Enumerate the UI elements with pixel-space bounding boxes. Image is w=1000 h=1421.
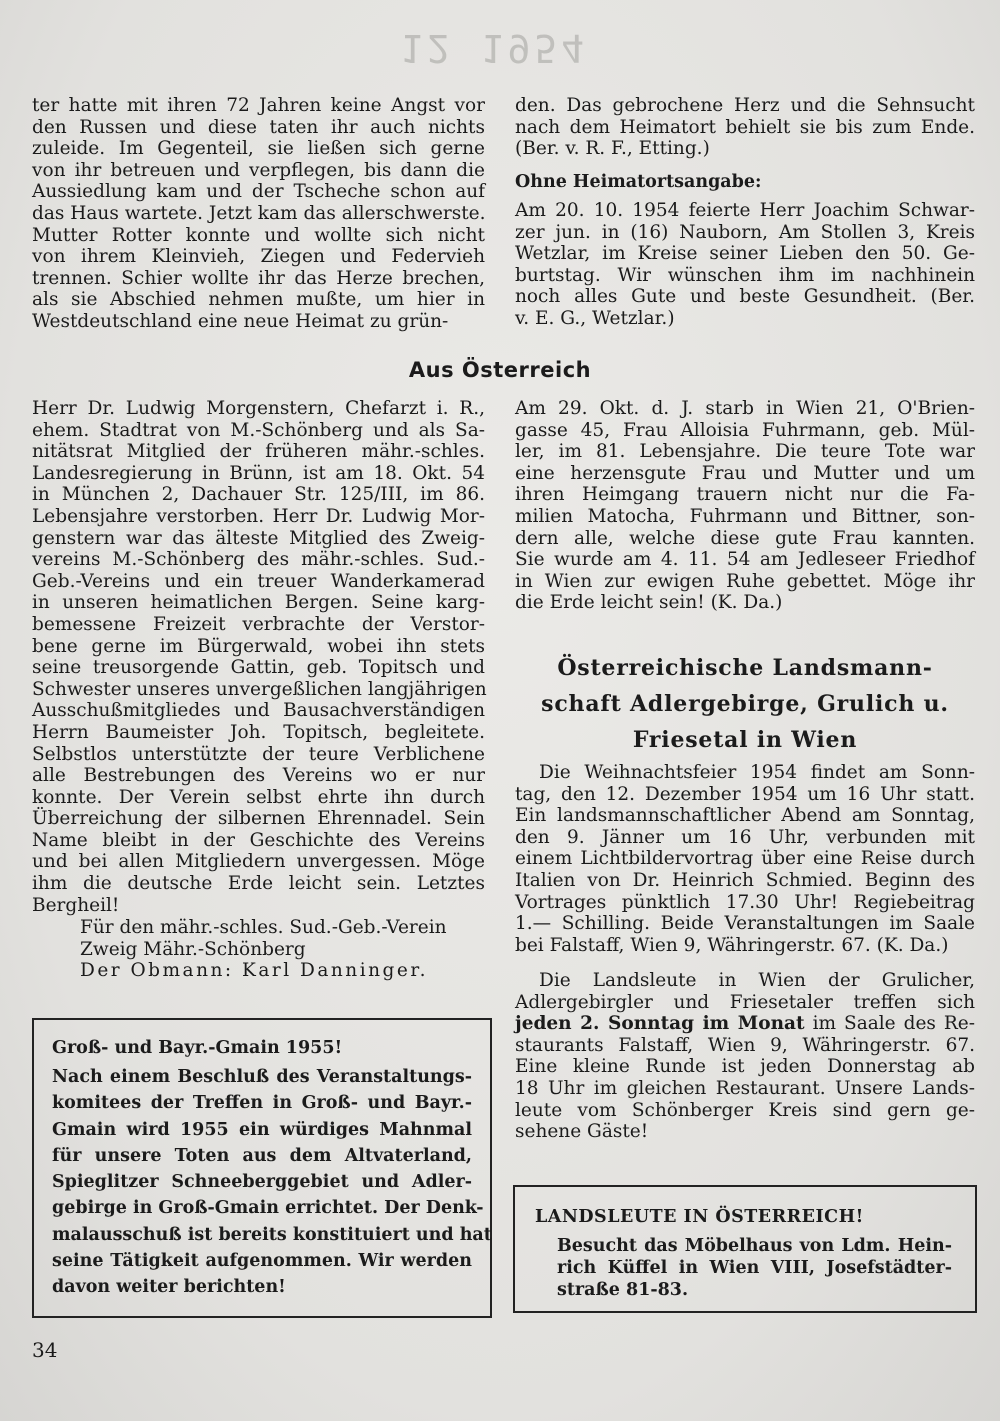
text-line: Am 20. 10. 1954 feierte Herr Joachim Schwar- [515, 200, 975, 221]
text-line: Italien von Dr. Heinrich Schmied. Beginn des [515, 869, 975, 891]
text-line: zer jun. in (16) Nauborn, Am Stollen 3, Kreis [515, 221, 975, 243]
text-line: Name bleibt in der Geschichte des Vereins [32, 829, 485, 851]
text-line: Schwester unseres unvergeßlichen langjährigen [32, 678, 487, 700]
text-line: Eine kleine Runde ist jeden Donnerstag ab [515, 1056, 975, 1078]
text-line: Besucht das Möbelhaus von Ldm. Hein- [557, 1236, 952, 1256]
text-line: Landesregierung in Brünn, ist am 18. Okt. 54 [32, 462, 485, 484]
text-line: das Haus wartete. Jetzt kam das allerschwerste. [32, 202, 486, 224]
text-line: den 9. Jänner um 16 Uhr, verbunden mit [515, 826, 975, 848]
text-line: Zweig Mähr.-Schönberg [80, 938, 306, 960]
text-line: Der Obmann: Karl Danninger. [80, 960, 429, 982]
text-line: davon weiter berichten! [52, 1277, 286, 1298]
page-number: 34 [32, 1338, 58, 1362]
text-line: einem Lichtbildervortrag über eine Reise durch [515, 848, 975, 870]
text-line: eine herzensgute Frau und Mutter und um [515, 462, 975, 484]
text-line: milien Matocha, Fuhrmann und Bittner, son- [515, 505, 975, 527]
text-line: Am 29. Okt. d. J. starb in Wien 21, O'Brien- [515, 398, 975, 419]
text-line: seine Tätigkeit aufgenommen. Wir werden [52, 1251, 472, 1272]
text-line: Überreichung der silbernen Ehrennadel. Sein [32, 808, 485, 830]
text-line: für unsere Toten aus dem Altvaterland, [52, 1145, 472, 1166]
heading-line: Friesetal in Wien [632, 727, 858, 753]
text-line: den. Das gebrochene Herz und die Sehnsucht [515, 95, 975, 116]
text-line: straße 81-83. [557, 1280, 689, 1300]
text: im Saale des Re- [804, 1013, 976, 1035]
text-line: rich Küffel in Wien VIII, Josefstädter- [557, 1258, 952, 1278]
stamp-bleedthrough: 12 1954 [400, 26, 589, 70]
paragraph-fuhrmann [515, 398, 975, 614]
treffen-lines-b [515, 1035, 975, 1143]
text-line: Lebensjahre verstorben. Herr Dr. Ludwig Mor- [32, 505, 485, 527]
text-line: ter hatte mit ihren 72 Jahren keine Angst vor [32, 95, 485, 116]
text-line: ehem. Stadtrat von M.-Schönberg und als Sa- [32, 419, 485, 441]
box-title: LANDSLEUTE IN ÖSTERREICH! [535, 1207, 864, 1227]
text-line: Ein landsmannschaftlicher Abend am Sonntag, [515, 805, 975, 827]
paragraph-morgenstern [32, 398, 485, 916]
heading-line: schaft Adlergebirge, Grulich u. [541, 691, 949, 717]
text-line: tag, den 12. Dezember 1954 um 16 Uhr statt. [515, 783, 975, 805]
text-line: Nach einem Beschluß des Veranstaltungs- [52, 1067, 472, 1087]
text-line: leute vom Schönberger Kreis sind gern ge- [515, 1099, 975, 1121]
box-text [52, 1064, 492, 1301]
text-line [515, 1013, 975, 1035]
text-line: sehene Gäste! [515, 1121, 649, 1143]
text-line: in unseren heimatlichen Bergen. Seine karg- [32, 592, 485, 614]
treffen-lines-a [515, 970, 975, 1013]
text-line: Adlergebirgler und Friesetaler treffen sich [515, 991, 975, 1013]
text-line: bemessene Freizeit verbrachte der Verstor- [32, 613, 485, 635]
signature-block [32, 917, 485, 982]
text-line: Herrn Baumeister Joh. Topitsch, begleitete. [32, 721, 485, 743]
text-line: 1.— Schilling. Beide Veranstaltungen im Saale [515, 913, 975, 935]
text-line: staurants Falstaff, Wien 9, Währingerstr. 67. [515, 1034, 975, 1056]
text-line: Spieglitzer Schneeberggebiet und Adler- [52, 1172, 472, 1193]
text-line: seine treusorgende Gattin, geb. Topitsch und [32, 657, 485, 679]
text-line: malausschuß ist bereits konstituiert und hat [52, 1224, 492, 1245]
paragraph-treffen [515, 970, 975, 1143]
text-line: Aussiedlung kam und der Tscheche schon auf [32, 181, 485, 203]
text-line: Bergheil! [32, 894, 120, 916]
text-line: Die Landsleute in Wien der Grulicher, [539, 970, 975, 991]
text-line: von ihrem Kleinvieh, Ziegen und Federvieh [32, 246, 485, 268]
text-line: Westdeutschland eine neue Heimat zu grün- [32, 310, 449, 332]
text-line: nitätsrat Mitglied der früheren mähr.-schles. [32, 441, 485, 463]
notice-box-gross-gmain [32, 1018, 492, 1318]
text-line: Selbstlos unterstützte der teure Verblichene [32, 743, 485, 765]
box-title: Groß- und Bayr.-Gmain 1955! [52, 1038, 343, 1058]
text-line: Herr Dr. Ludwig Morgenstern, Chefarzt i. R., [32, 398, 485, 419]
section-heading-aus-oesterreich: Aus Österreich [408, 358, 592, 382]
paragraph-rotter-continued [32, 95, 485, 333]
text-line: alle Bestrebungen des Vereins wo er nur [32, 765, 485, 787]
text-line: Sie wurde am 4. 11. 54 am Jedleseer Friedhof [515, 549, 975, 571]
notice-box-landsleute [513, 1185, 977, 1313]
text-line: (Ber. v. R. F., Etting.) [515, 138, 710, 160]
text-line: ler, im 81. Lebensjahre. Die teure Tote war [515, 441, 975, 463]
box-text [535, 1235, 952, 1301]
text-line: den Russen und diese taten ihr auch nichts [32, 116, 485, 138]
text-line: dern alle, welche diese gute Frau kannten. [515, 527, 975, 549]
text-line: gasse 45, Frau Alloisia Fuhrmann, geb. Mül- [515, 419, 975, 441]
text-line: nach dem Heimatort behielt sie bis zum Ende. [515, 116, 975, 138]
text-line: Vortrages pünktlich 17.30 Uhr! Regiebeitrag [515, 891, 975, 913]
text-line: Für den mähr.-schles. Sud.-Geb.-Verein [80, 917, 447, 938]
text-line: Ausschußmitgliedes und Bausachverständigen [32, 700, 485, 722]
text-line: komitees der Treffen in Groß- und Bayr.- [52, 1093, 472, 1114]
text-line: vereins M.-Schönberg des mähr.-schles. Sud.- [32, 549, 485, 571]
text-line: Wetzlar, im Kreise seiner Lieben den 50. Ge- [515, 243, 975, 265]
heading-line: Österreichische Landsmann- [557, 655, 933, 681]
text-line: 18 Uhr im gleichen Restaurant. Unsere Lands- [515, 1077, 975, 1099]
text-line: von ihr betreuen und verpflegen, bis dann die [32, 159, 485, 181]
text-line: ihm die deutsche Erde leicht sein. Letztes [32, 873, 485, 895]
text-line: in Wien zur ewigen Ruhe gebettet. Möge ihr [515, 570, 975, 592]
text-line: ihren Heimgang trauern nicht nur die Fa- [515, 484, 975, 506]
text-line: Gmain wird 1955 ein würdiges Mahnmal [52, 1119, 472, 1140]
bold-text: jeden 2. Sonntag im Monat [515, 1013, 805, 1035]
text-line: und bei allen Mitgliedern unvergessen. Möge [32, 851, 485, 873]
text-line: bei Falstaff, Wien 9, Währingerstr. 67. (K. Da.) [515, 934, 949, 956]
text-line: zuleide. Im Gegenteil, sie ließen sich gerne [32, 138, 485, 160]
text-line: burtstag. Wir wünschen ihm im nachhinein [515, 264, 975, 286]
text-line: bene gerne im Bürgerwald, wobei ihn stets [32, 635, 485, 657]
text-line: konnte. Der Verein selbst ehrte ihn durch [32, 786, 485, 808]
text-line: die Erde leicht sein! (K. Da.) [515, 592, 783, 614]
text-line: gebirge in Groß-Gmain errichtet. Der Denk- [52, 1198, 484, 1219]
text-line: trennen. Schier wollte ihr das Herze brechen, [32, 267, 485, 289]
paragraph-weihnachtsfeier [515, 762, 975, 956]
text-line: Mutter Rotter konnte und wollte sich nicht [32, 224, 485, 246]
text-line: in München 2, Dachauer Str. 125/III, im 86. [32, 484, 485, 506]
text-line: noch alles Gute und beste Gesundheit. (Ber. [515, 286, 975, 308]
heading-landsmannschaft [515, 650, 975, 758]
paragraph-schwarzer [515, 200, 975, 330]
paragraph-rotter-end [515, 95, 975, 160]
text-line: als sie Abschied nehmen mußte, um hier in [32, 289, 485, 311]
subheading-ohne-heimatortsangabe: Ohne Heimatortsangabe: [515, 172, 762, 192]
text-line: Geb.-Vereins und ein treuer Wanderkamerad [32, 570, 485, 592]
text-line: v. E. G., Wetzlar.) [515, 307, 675, 329]
text-line: genstern war das älteste Mitglied des Zweig- [32, 527, 485, 549]
text-line: Die Weihnachtsfeier 1954 findet am Sonn- [539, 762, 975, 783]
